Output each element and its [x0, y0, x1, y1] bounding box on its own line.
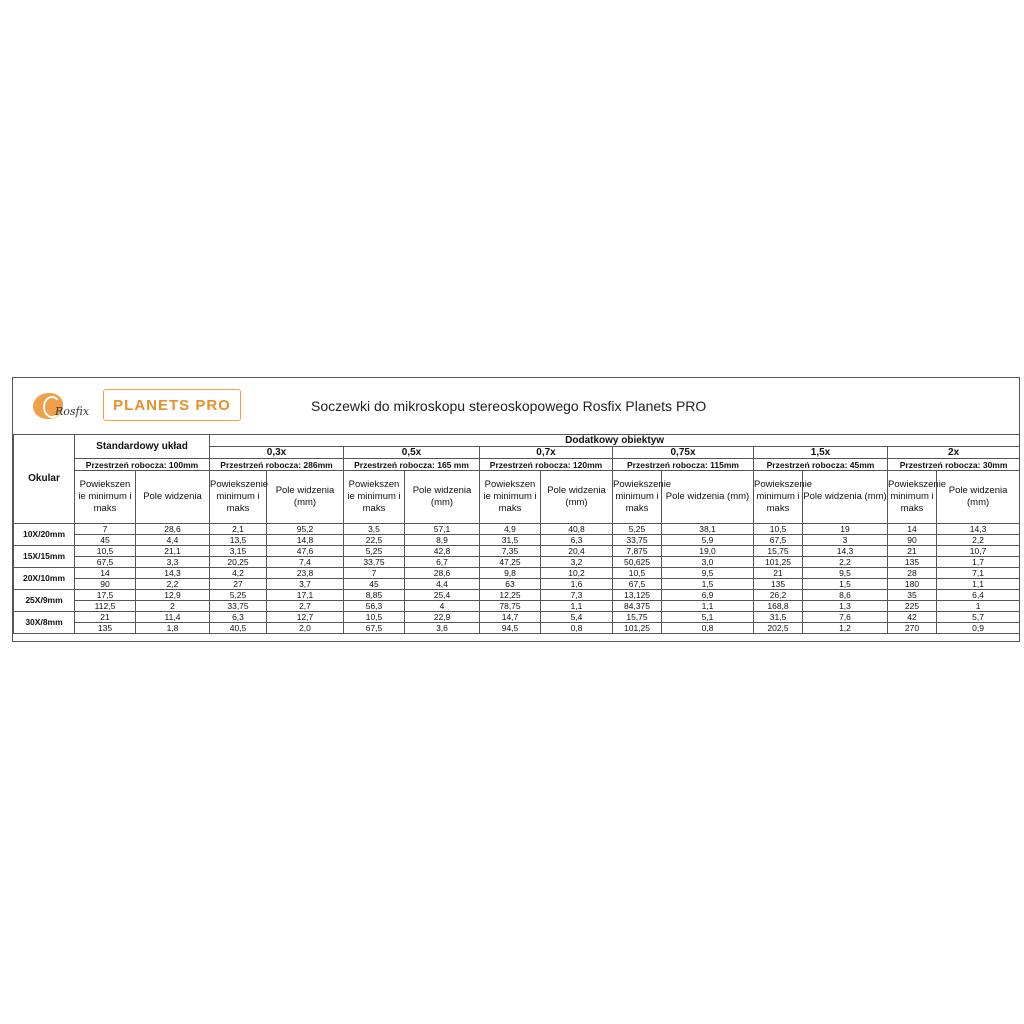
field-of-view-cell: 25,4: [405, 590, 480, 601]
table-row: [14, 546, 1020, 557]
eyepiece-label: 10X/20mm: [14, 524, 75, 546]
table-row: [14, 590, 1020, 601]
magnification-cell: 135: [754, 579, 803, 590]
rosfix-logo: [31, 390, 93, 422]
magnification-cell: 21: [888, 546, 937, 557]
field-of-view-cell: 21,1: [136, 546, 210, 557]
field-of-view-cell: 95,2: [267, 524, 344, 535]
field-of-view-cell: 4: [405, 601, 480, 612]
field-of-view-cell: 6,3: [541, 535, 613, 546]
magnification-cell: 168,8: [754, 601, 803, 612]
sheet-header: [13, 378, 1019, 435]
field-of-view-cell: 28,6: [405, 568, 480, 579]
magnification-cell: 7,35: [480, 546, 541, 557]
magnification-cell: 28: [888, 568, 937, 579]
field-of-view-cell: 19: [803, 524, 888, 535]
magnification-cell: 12,25: [480, 590, 541, 601]
magnification-cell: 21: [754, 568, 803, 579]
field-of-view-cell: 14,8: [267, 535, 344, 546]
table-row: [14, 623, 1020, 634]
field-of-view-cell: 9,5: [803, 568, 888, 579]
lens-group-header: 2x: [888, 447, 1020, 459]
magnification-header: Powiekszenie minimum i maks: [754, 471, 803, 524]
field-of-view-cell: 7,4: [267, 557, 344, 568]
magnification-cell: 45: [75, 535, 136, 546]
field-of-view-cell: 42,8: [405, 546, 480, 557]
field-of-view-cell: 1,8: [136, 623, 210, 634]
field-of-view-cell: 2,0: [267, 623, 344, 634]
lens-group-header: 1,5x: [754, 447, 888, 459]
magnification-cell: 94,5: [480, 623, 541, 634]
magnification-cell: 4,9: [480, 524, 541, 535]
field-of-view-cell: 23,8: [267, 568, 344, 579]
magnification-cell: 84,375: [613, 601, 662, 612]
planets-pro-logo: PLANETS PRO: [103, 389, 241, 421]
magnification-cell: 13,5: [210, 535, 267, 546]
table-row: [14, 524, 1020, 535]
field-of-view-cell: 20,4: [541, 546, 613, 557]
field-of-view-cell: 0,8: [541, 623, 613, 634]
magnification-cell: 90: [75, 579, 136, 590]
workspace-label: Przestrzeń robocza: 286mm: [210, 459, 344, 471]
field-of-view-cell: 5,7: [937, 612, 1020, 623]
magnification-cell: 67,5: [613, 579, 662, 590]
page-title: Soczewki do mikroskopu stereoskopowego Rosfix Planets PRO: [311, 398, 707, 414]
field-of-view-cell: 47,6: [267, 546, 344, 557]
field-of-view-cell: 0,9: [937, 623, 1020, 634]
magnification-cell: 6,3: [210, 612, 267, 623]
field-of-view-cell: 1,3: [803, 601, 888, 612]
magnification-cell: 50,625: [613, 557, 662, 568]
magnification-cell: 56,3: [344, 601, 405, 612]
standard-layout-header: Standardowy układ: [75, 435, 210, 459]
field-of-view-cell: 3,3: [136, 557, 210, 568]
magnification-cell: 101,25: [754, 557, 803, 568]
table-row: [14, 612, 1020, 623]
magnification-cell: 10,5: [75, 546, 136, 557]
field-of-view-cell: 3,2: [541, 557, 613, 568]
table-row: [14, 557, 1020, 568]
magnification-header: Powiekszen ie minimum i maks: [344, 471, 405, 524]
magnification-cell: 10,5: [613, 568, 662, 579]
field-of-view-cell: 1,5: [803, 579, 888, 590]
magnification-cell: 112,5: [75, 601, 136, 612]
field-of-view-cell: 7,6: [803, 612, 888, 623]
magnification-cell: 78,75: [480, 601, 541, 612]
eyepiece-label: 20X/10mm: [14, 568, 75, 590]
magnification-cell: 10,5: [754, 524, 803, 535]
magnification-header: Powiekszenie minimum i maks: [613, 471, 662, 524]
magnification-cell: 21: [75, 612, 136, 623]
magnification-cell: 13,125: [613, 590, 662, 601]
field-of-view-header: Pole widzenia (mm): [803, 471, 888, 524]
magnification-cell: 5,25: [210, 590, 267, 601]
field-of-view-cell: 3,7: [267, 579, 344, 590]
field-of-view-cell: 38,1: [662, 524, 754, 535]
field-of-view-cell: 14,3: [136, 568, 210, 579]
magnification-cell: 5,25: [344, 546, 405, 557]
field-of-view-cell: 14,3: [803, 546, 888, 557]
rosfix-logo-text: Rosfix: [55, 405, 90, 418]
magnification-cell: 135: [75, 623, 136, 634]
field-of-view-cell: 12,7: [267, 612, 344, 623]
field-of-view-cell: 57,1: [405, 524, 480, 535]
field-of-view-cell: 1,1: [541, 601, 613, 612]
field-of-view-cell: 6,9: [662, 590, 754, 601]
lens-group-header: 0,7x: [480, 447, 613, 459]
field-of-view-cell: 6,7: [405, 557, 480, 568]
field-of-view-header: Pole widzenia (mm): [541, 471, 613, 524]
field-of-view-cell: 3,6: [405, 623, 480, 634]
field-of-view-cell: 6,4: [937, 590, 1020, 601]
field-of-view-cell: 0,8: [662, 623, 754, 634]
field-of-view-cell: 7,1: [937, 568, 1020, 579]
field-of-view-cell: 19,0: [662, 546, 754, 557]
magnification-cell: 42: [888, 612, 937, 623]
additional-lens-header: Dodatkowy obiektyw: [210, 435, 1020, 447]
magnification-cell: 7,875: [613, 546, 662, 557]
magnification-cell: 67,5: [75, 557, 136, 568]
magnification-cell: 5,25: [613, 524, 662, 535]
workspace-label: Przestrzeń robocza: 100mm: [75, 459, 210, 471]
field-of-view-cell: 9,5: [662, 568, 754, 579]
workspace-label: Przestrzeń robocza: 30mm: [888, 459, 1020, 471]
magnification-cell: 14: [75, 568, 136, 579]
magnification-cell: 31,5: [480, 535, 541, 546]
magnification-header: Powiekszenie minimum i maks: [888, 471, 937, 524]
magnification-cell: 14: [888, 524, 937, 535]
field-of-view-cell: 10,7: [937, 546, 1020, 557]
field-of-view-header: Pole widzenia (mm): [937, 471, 1020, 524]
field-of-view-cell: 1,1: [937, 579, 1020, 590]
field-of-view-cell: 1,2: [803, 623, 888, 634]
lens-group-header: 0,3x: [210, 447, 344, 459]
magnification-cell: 270: [888, 623, 937, 634]
magnification-cell: 2,1: [210, 524, 267, 535]
field-of-view-cell: 1,1: [662, 601, 754, 612]
field-of-view-header: Pole widzenia (mm): [267, 471, 344, 524]
lens-group-header: 0,5x: [344, 447, 480, 459]
field-of-view-cell: 22,9: [405, 612, 480, 623]
magnification-cell: 7: [75, 524, 136, 535]
magnification-cell: 63: [480, 579, 541, 590]
magnification-cell: 40,5: [210, 623, 267, 634]
magnification-cell: 33,75: [344, 557, 405, 568]
magnification-cell: 22,5: [344, 535, 405, 546]
magnification-cell: 45: [344, 579, 405, 590]
field-of-view-header: Pole widzenia: [136, 471, 210, 524]
magnification-header: Powiekszenie minimum i maks: [210, 471, 267, 524]
workspace-label: Przestrzeń robocza: 45mm: [754, 459, 888, 471]
lens-spec-table: [13, 434, 1020, 634]
magnification-cell: 90: [888, 535, 937, 546]
field-of-view-cell: 11,4: [136, 612, 210, 623]
magnification-cell: 7: [344, 568, 405, 579]
field-of-view-header: Pole widzenia (mm): [405, 471, 480, 524]
magnification-cell: 3,15: [210, 546, 267, 557]
magnification-cell: 67,5: [754, 535, 803, 546]
field-of-view-cell: 3: [803, 535, 888, 546]
table-body: [14, 524, 1020, 634]
magnification-cell: 27: [210, 579, 267, 590]
magnification-cell: 17,5: [75, 590, 136, 601]
table-row: [14, 601, 1020, 612]
magnification-cell: 14,7: [480, 612, 541, 623]
magnification-cell: 26,2: [754, 590, 803, 601]
field-of-view-cell: 5,9: [662, 535, 754, 546]
field-of-view-cell: 1,5: [662, 579, 754, 590]
magnification-cell: 135: [888, 557, 937, 568]
table-row: [14, 568, 1020, 579]
table-row: [14, 579, 1020, 590]
magnification-cell: 33,75: [613, 535, 662, 546]
lens-group-header: 0,75x: [613, 447, 754, 459]
field-of-view-header: Pole widzenia (mm): [662, 471, 754, 524]
magnification-cell: 3,5: [344, 524, 405, 535]
field-of-view-cell: 10,2: [541, 568, 613, 579]
magnification-cell: 4,2: [210, 568, 267, 579]
field-of-view-cell: 1: [937, 601, 1020, 612]
okular-header: Okular: [14, 435, 75, 524]
field-of-view-cell: 4,4: [405, 579, 480, 590]
magnification-cell: 101,25: [613, 623, 662, 634]
magnification-cell: 225: [888, 601, 937, 612]
field-of-view-cell: 8,6: [803, 590, 888, 601]
magnification-cell: 202,5: [754, 623, 803, 634]
spec-sheet: [12, 377, 1020, 642]
field-of-view-cell: 2,7: [267, 601, 344, 612]
workspace-label: Przestrzeń robocza: 120mm: [480, 459, 613, 471]
magnification-cell: 15,75: [754, 546, 803, 557]
field-of-view-cell: 14,3: [937, 524, 1020, 535]
magnification-cell: 67,5: [344, 623, 405, 634]
eyepiece-label: 15X/15mm: [14, 546, 75, 568]
table-row: [14, 535, 1020, 546]
workspace-label: Przestrzeń robocza: 115mm: [613, 459, 754, 471]
magnification-cell: 35: [888, 590, 937, 601]
field-of-view-cell: 2: [136, 601, 210, 612]
field-of-view-cell: 2,2: [136, 579, 210, 590]
field-of-view-cell: 3,0: [662, 557, 754, 568]
field-of-view-cell: 4,4: [136, 535, 210, 546]
field-of-view-cell: 1,7: [937, 557, 1020, 568]
magnification-cell: 9,8: [480, 568, 541, 579]
field-of-view-cell: 12,9: [136, 590, 210, 601]
magnification-cell: 31,5: [754, 612, 803, 623]
field-of-view-cell: 7,3: [541, 590, 613, 601]
magnification-header: Powiekszen ie minimum i maks: [75, 471, 136, 524]
eyepiece-label: 30X/8mm: [14, 612, 75, 634]
field-of-view-cell: 28,6: [136, 524, 210, 535]
magnification-cell: 10,5: [344, 612, 405, 623]
eyepiece-label: 25X/9mm: [14, 590, 75, 612]
magnification-cell: 15,75: [613, 612, 662, 623]
field-of-view-cell: 2,2: [803, 557, 888, 568]
magnification-header: Powiekszen ie minimum i maks: [480, 471, 541, 524]
magnification-cell: 8,85: [344, 590, 405, 601]
field-of-view-cell: 1,6: [541, 579, 613, 590]
field-of-view-cell: 40,8: [541, 524, 613, 535]
workspace-label: Przestrzeń robocza: 165 mm: [344, 459, 480, 471]
magnification-cell: 33,75: [210, 601, 267, 612]
magnification-cell: 20,25: [210, 557, 267, 568]
magnification-cell: 180: [888, 579, 937, 590]
magnification-cell: 47,25: [480, 557, 541, 568]
field-of-view-cell: 8,9: [405, 535, 480, 546]
field-of-view-cell: 2,2: [937, 535, 1020, 546]
field-of-view-cell: 17,1: [267, 590, 344, 601]
field-of-view-cell: 5,4: [541, 612, 613, 623]
field-of-view-cell: 5,1: [662, 612, 754, 623]
